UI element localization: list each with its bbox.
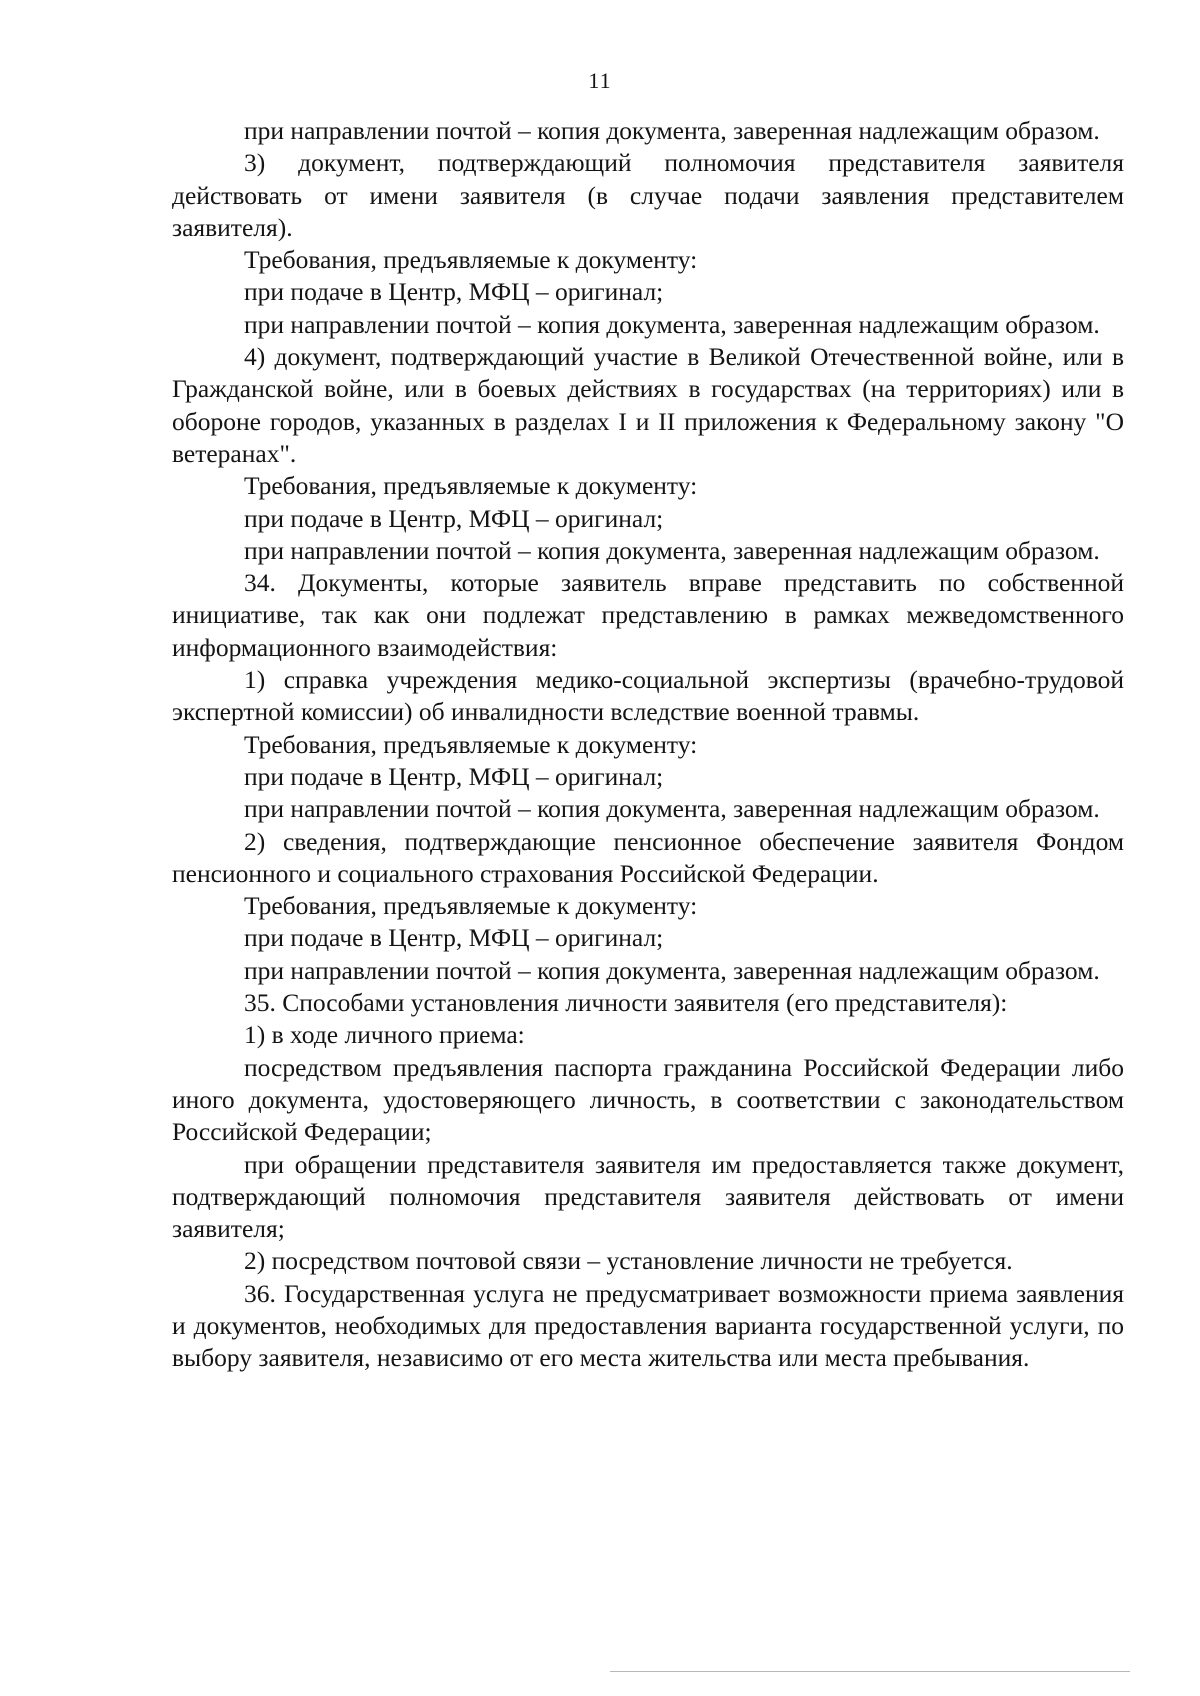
paragraph: Требования, предъявляемые к документу: <box>244 729 698 759</box>
paragraph: 2) сведения, подтверждающие пенсионное обеспечение заявителя Фондом пенсионного и социального страхования Российской Федерации. <box>172 826 1124 888</box>
paragraph: при подаче в Центр, МФЦ – оригинал; <box>244 923 664 953</box>
paragraph: 1) справка учреждения медико-социальной экспертизы (врачебно-трудовой экспертной комиссии) об инвалидности вследствие военной травмы. <box>172 665 1124 727</box>
paragraph: 35. Способами установления личности заявителя (его представителя): <box>244 988 1008 1018</box>
paragraph: посредством предъявления паспорта гражданина Российской Федерации либо иного документа, удостоверяющего личность, в соответствии с законодательством Российской Федерации; <box>172 1052 1124 1147</box>
paragraph: при подаче в Центр, МФЦ – оригинал; <box>244 761 664 791</box>
paragraph: 2) посредством почтовой связи – установление личности не требуется. <box>244 1246 1013 1276</box>
paragraph: 4) документ, подтверждающий участие в Великой Отечественной войне, или в Гражданской войне, или в боевых действиях в государствах (на территориях) или в обороне городов, указанных в разделах I и II приложения к Федеральному закону "О ветеранах". <box>172 342 1124 468</box>
paragraph: при обращении представителя заявителя им предоставляется также документ, подтверждающий полномочия представителя заявителя действовать от имени заявителя; <box>172 1149 1124 1244</box>
paragraph: Требования, предъявляемые к документу: <box>244 891 698 921</box>
paragraph: 3) документ, подтверждающий полномочия представителя заявителя действовать от имени заявителя (в случае подачи заявления представителем заявителя). <box>172 148 1124 242</box>
paragraph: при подаче в Центр, МФЦ – оригинал; <box>244 503 664 533</box>
paragraph: при подаче в Центр, МФЦ – оригинал; <box>244 277 664 307</box>
paragraph: при направлении почтой – копия документа, заверенная надлежащим образом. <box>244 794 1100 824</box>
paragraph: 34. Документы, которые заявитель вправе представить по собственной инициативе, так как они подлежат представлению в рамках межведомственного информационного взаимодействия: <box>172 568 1124 662</box>
paragraph: 36. Государственная услуга не предусматривает возможности приема заявления и документов, необходимых для предоставления варианта государственной услуги, по выбору заявителя, независимо от его места жительства или места пребывания. <box>172 1278 1124 1373</box>
paragraph: Требования, предъявляемые к документу: <box>244 245 698 275</box>
paragraph: 1) в ходе личного приема: <box>244 1020 525 1050</box>
paragraph: при направлении почтой – копия документа, заверенная надлежащим образом. <box>244 116 1100 145</box>
paragraph: при направлении почтой – копия документа, заверенная надлежащим образом. <box>244 955 1100 985</box>
paragraph: при направлении почтой – копия документа, заверенная надлежащим образом. <box>244 535 1100 565</box>
paragraph: при направлении почтой – копия документа, заверенная надлежащим образом. <box>244 309 1100 339</box>
document-body <box>172 115 1124 1375</box>
footer-divider <box>610 1671 1130 1672</box>
paragraph: Требования, предъявляемые к документу: <box>244 471 698 501</box>
page-number: 11 <box>588 68 612 93</box>
